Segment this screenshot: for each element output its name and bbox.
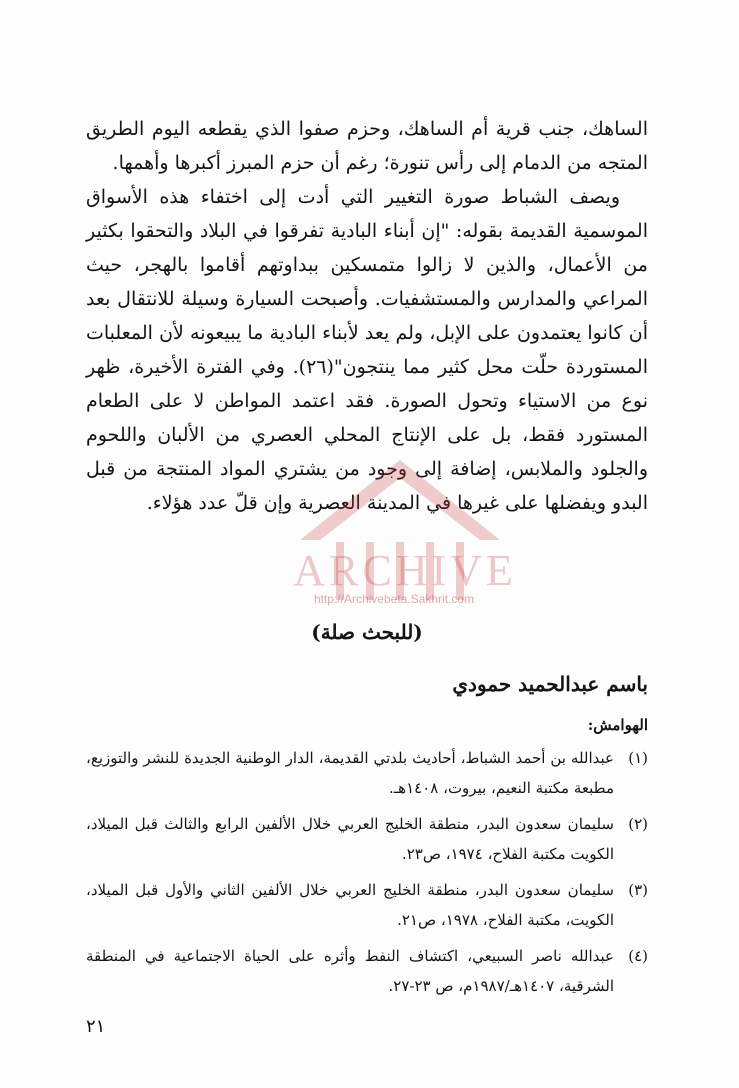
author-name: باسم عبدالحميد حمودي [452, 672, 648, 696]
footnote-number: (١) [628, 749, 648, 767]
footnote [86, 743, 648, 803]
footnote-number: (٤) [628, 947, 648, 965]
watermark-word: ARCHIVE [293, 546, 517, 595]
paragraph-continued: الساهك، جنب قرية أم الساهك، وحزم صفوا الذي يقطعه اليوم الطريق المتجه من الدمام إلى رأس تنورة؛ رغم أن حزم المبرز أكبرها وأهمها. [86, 118, 648, 174]
footnote [86, 809, 648, 869]
footnote-text: عبدالله بن أحمد الشباط، أحاديث بلدتي القديمة، الدار الوطنية الجديدة للنشر والتوزيع، مطبعة مكتبة النعيم، بيروت، ١٤٠٨هـ. [86, 749, 614, 797]
to-be-continued: (للبحث صلة) [311, 620, 423, 644]
body-text [86, 112, 648, 520]
page-number: ٢١ [86, 1016, 106, 1037]
footnote-text: سليمان سعدون البدر، منطقة الخليج العربي خلال الألفين الرابع والثالث قبل الميلاد، الكويت مكتبة الفلاح، ١٩٧٤، ص٢٣. [86, 815, 614, 863]
footnotes-list [86, 743, 648, 1007]
footnote-number: (٣) [628, 881, 648, 899]
footnote-text: عبدالله ناصر السبيعي، اكتشاف النفط وأثره على الحياة الاجتماعية في المنطقة الشرقية، ١٤٠٧هـ/١٩٨٧م، ص ٢٣-٢٧. [86, 947, 614, 995]
paragraph-main: ويصف الشباط صورة التغيير التي أدت إلى اختفاء هذه الأسواق الموسمية القديمة بقوله: "إن أبناء البادية تفرقوا في البلاد والتحقوا بكثير من الأعمال، والذين لا زالوا متمسكين ببداوتهم أقاموا بالهجر، حيث المراعي والمدارس والمستشفيات. وأصبحت السيارة وسيلة للانتقال بعد أن كانوا يعتمدون على الإبل، ولم يعد لأبناء البادية ما يبيعونه لأن المعلبات المستوردة حلّت محل كثير مما ينتجون"(٢٦). وفي الفترة الأخيرة، ظهر نوع من الاستياء وتحول الصورة. فقد اعتمد المواطن لا على الطعام المستورد فقط، بل على الإنتاج المحلي العصري من الألبان واللحوم والجلود والملابس، إضافة إلى وجود من يشتري المواد المنتجة من قبل البدو ويفضلها على غيرها في المدينة العصرية وإن قلّ عدد هؤلاء. [86, 186, 648, 514]
footnote [86, 941, 648, 1001]
watermark-url: http://Archivebeta.Sakhrit.com [313, 592, 475, 606]
footnotes-heading: الهوامش: [587, 716, 648, 734]
footnote [86, 875, 648, 935]
footnote-number: (٢) [628, 815, 648, 833]
footnote-text: سليمان سعدون البدر، منطقة الخليج العربي خلال الألفين الثاني والأول قبل الميلاد، الكويت، مكتبة الفلاح، ١٩٧٨، ص٢١. [86, 881, 614, 929]
